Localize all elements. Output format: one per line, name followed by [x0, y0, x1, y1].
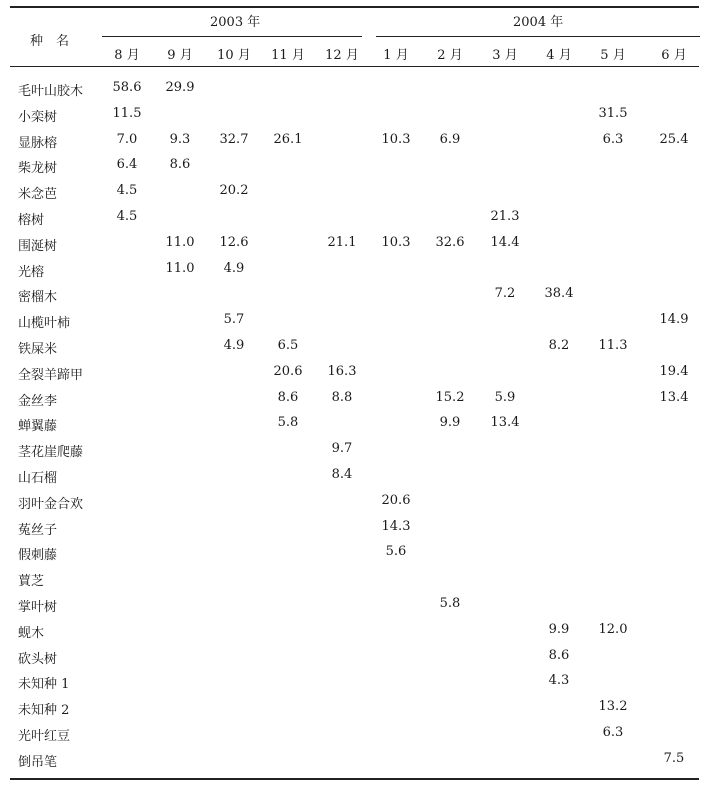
month-header: 1 月 — [383, 48, 409, 63]
month-header: 9 月 — [167, 48, 193, 63]
table-cell: 13.4 — [490, 415, 520, 431]
table-cell: 7.0 — [116, 131, 138, 147]
table-cell: 20.6 — [273, 363, 303, 379]
table-cell: 14.3 — [381, 518, 411, 534]
species-name: 全裂羊蹄甲 — [18, 367, 84, 383]
species-header: 种 名 — [30, 34, 70, 49]
species-name: 假刺藤 — [18, 548, 58, 564]
species-name: 蝉翼藤 — [18, 419, 58, 435]
species-name: 米念芭 — [18, 187, 58, 203]
species-name: 光叶红豆 — [18, 729, 71, 744]
table-cell: 6.4 — [116, 157, 138, 173]
table-cell: 9.9 — [548, 621, 570, 637]
year-header-2003: 2003 年 — [210, 15, 261, 30]
header-rule — [10, 66, 699, 67]
table-cell: 11.3 — [598, 338, 628, 353]
table-cell: 19.4 — [659, 363, 689, 379]
table-cell: 16.3 — [327, 363, 357, 379]
species-name: 蚬木 — [18, 625, 45, 641]
species-name: 榕树 — [18, 213, 45, 228]
table-cell: 4.9 — [223, 338, 245, 353]
species-name: 密榴木 — [18, 290, 58, 306]
table-cell: 31.5 — [598, 105, 628, 121]
table-cell: 6.3 — [602, 725, 624, 740]
table-cell: 20.2 — [219, 183, 249, 199]
species-name: 掌叶树 — [18, 600, 58, 615]
table-cell: 6.5 — [277, 338, 299, 353]
table-cell: 11.0 — [165, 260, 195, 276]
table-cell: 4.9 — [223, 260, 245, 276]
species-name: 未知种 1 — [18, 677, 70, 693]
table-cell: 8.8 — [331, 389, 353, 405]
table-cell: 7.5 — [663, 750, 685, 766]
species-name: 未知种 2 — [18, 703, 70, 719]
species-name: 柴龙树 — [18, 161, 58, 177]
table-cell: 10.3 — [381, 131, 411, 147]
month-header: 8 月 — [114, 48, 140, 63]
table-cell: 9.9 — [439, 415, 461, 431]
table-cell: 11.0 — [165, 234, 195, 250]
table-cell: 4.5 — [116, 183, 138, 199]
species-name: 羽叶金合欢 — [18, 496, 84, 512]
table-cell: 5.8 — [439, 596, 461, 611]
table-cell: 9.7 — [331, 441, 353, 457]
table-cell: 32.7 — [219, 131, 249, 147]
table-cell: 12.0 — [598, 621, 628, 637]
table-cell: 58.6 — [112, 80, 142, 95]
table-cell: 4.3 — [548, 673, 570, 689]
year-header-2004: 2004 年 — [513, 15, 564, 30]
table-cell: 26.1 — [273, 131, 303, 147]
species-name: 砍头树 — [18, 651, 58, 667]
table-cell: 9.3 — [169, 131, 191, 147]
table-cell: 8.6 — [169, 157, 191, 173]
table-cell: 21.1 — [327, 234, 357, 250]
table-cell: 29.9 — [165, 80, 195, 95]
species-name: 倒吊笔 — [18, 754, 58, 770]
table-cell: 14.9 — [659, 312, 689, 328]
table-cell: 10.3 — [381, 234, 411, 250]
species-name: 茎花崖爬藤 — [18, 445, 84, 461]
table-cell: 5.6 — [385, 544, 407, 560]
table-cell: 8.6 — [277, 389, 299, 405]
table-cell: 5.8 — [277, 415, 299, 431]
table-cell: 12.6 — [219, 234, 249, 250]
species-name: 菟丝子 — [18, 522, 58, 538]
species-name: 小栾树 — [18, 109, 58, 125]
species-name: 毛叶山胶木 — [18, 84, 84, 99]
month-header: 4 月 — [546, 48, 572, 63]
table-cell: 5.9 — [494, 389, 516, 405]
table-cell: 21.3 — [490, 209, 520, 224]
month-header: 2 月 — [437, 48, 463, 63]
table-cell: 25.4 — [659, 131, 689, 147]
species-name: 铁屎米 — [18, 342, 58, 357]
table-cell: 4.5 — [116, 209, 138, 224]
table-cell: 20.6 — [381, 492, 411, 508]
table-cell: 7.2 — [494, 286, 516, 302]
month-header: 12 月 — [325, 48, 359, 63]
month-header: 5 月 — [600, 48, 626, 63]
table-cell: 8.2 — [548, 338, 570, 353]
table-cell: 8.4 — [331, 467, 353, 482]
table-cell: 38.4 — [544, 286, 574, 302]
species-name: 蕒芝 — [18, 574, 45, 590]
bottom-rule — [10, 778, 699, 780]
species-name: 显脉榕 — [18, 135, 58, 151]
month-header: 6 月 — [661, 48, 687, 63]
table-cell: 13.4 — [659, 389, 689, 405]
month-header: 10 月 — [217, 48, 251, 63]
table-cell: 32.6 — [435, 234, 465, 250]
year-underline-2004 — [376, 36, 700, 37]
month-header: 3 月 — [492, 48, 518, 63]
table-cell: 5.7 — [223, 312, 245, 328]
table-cell: 6.9 — [439, 131, 461, 147]
table-cell: 6.3 — [602, 131, 624, 147]
month-header: 11 月 — [271, 48, 305, 63]
top-rule — [10, 6, 699, 8]
species-name: 光榕 — [18, 264, 45, 280]
table-cell: 15.2 — [435, 389, 465, 405]
year-underline-2003 — [102, 36, 362, 37]
species-name: 山石榴 — [18, 471, 58, 486]
species-name: 山榄叶柿 — [18, 316, 71, 332]
table-cell: 8.6 — [548, 647, 570, 663]
table-cell: 11.5 — [112, 105, 142, 121]
table-cell: 14.4 — [490, 234, 520, 250]
species-name: 围涎树 — [18, 238, 58, 254]
table-cell: 13.2 — [598, 699, 628, 715]
species-name: 金丝李 — [18, 393, 58, 409]
